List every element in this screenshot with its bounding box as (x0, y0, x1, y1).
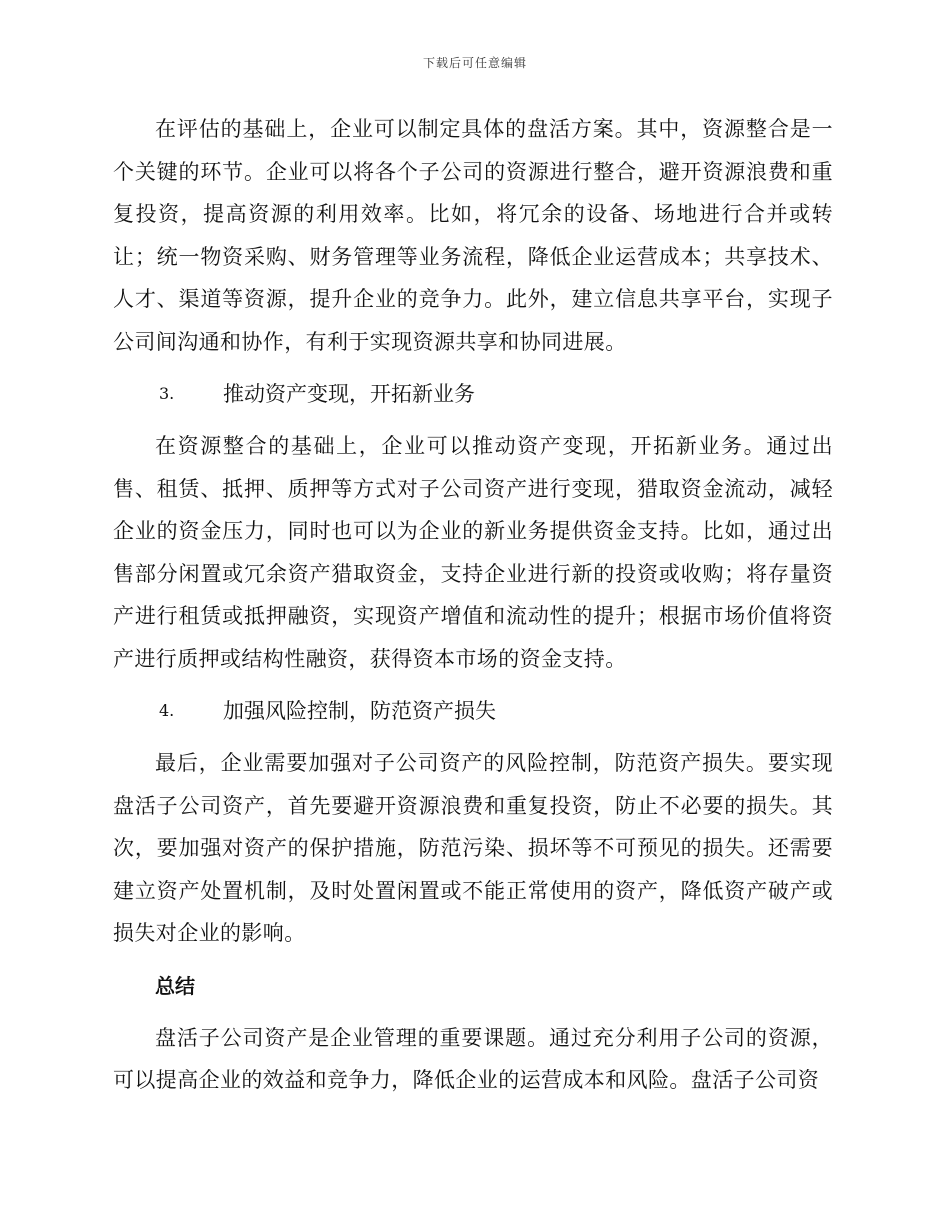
summary-heading: 总结 (155, 973, 195, 998)
paragraph-resource-integration: 在评估的基础上，企业可以制定具体的盘活方案。其中，资源整合是一个关键的环节。企业可以将各个子公司的资源进行整合，避开资源浪费和重复投资，提高资源的利用效率。比如，将冗余的设备、场地进行合并或转让；统一物资采购、财务管理等业务流程，降低企业运营成本；共享技术、人才、渠道等资源，提升企业的竞争力。此外，建立信息共享平台，实现子公司间沟通和协作，有利于实现资源共享和协同进展。 (113, 117, 833, 354)
paragraph-summary: 盘活子公司资产是企业管理的重要课题。通过充分利用子公司的资源，可以提高企业的效益和竞争力，降低企业的运营成本和风险。盘活子公司资 (113, 1025, 833, 1092)
section-heading-3 (113, 373, 833, 415)
section-title: 推动资产变现，开拓新业务 (223, 382, 475, 406)
section-number: 4. (159, 701, 175, 720)
section-heading-4 (113, 690, 833, 732)
section-title: 加强风险控制，防范资产损失 (223, 699, 496, 723)
paragraph-asset-realization: 在资源整合的基础上，企业可以推动资产变现，开拓新业务。通过出售、租赁、抵押、质押等方式对子公司资产进行变现，猎取资金流动，减轻企业的资金压力，同时也可以为企业的新业务提供资金支持。比如，通过出售部分闲置或冗余资产猎取资金，支持企业进行新的投资或收购；将存量资产进行租赁或抵押融资，实现资产增值和流动性的提升；根据市场价值将资产进行质押或结构性融资，获得资本市场的资金支持。 (113, 434, 833, 671)
document-body (113, 108, 833, 1112)
page-header-note: 下载后可任意编辑 (422, 56, 527, 70)
section-number: 3. (159, 384, 175, 403)
paragraph-risk-control: 最后，企业需要加强对子公司资产的风险控制，防范资产损失。要实现盘活子公司资产，首先要避开资源浪费和重复投资，防止不必要的损失。其次，要加强对资产的保护措施，防范污染、损坏等不可预见的损失。还需要建立资产处置机制，及时处置闲置或不能正常使用的资产，降低资产破产或损失对企业的影响。 (113, 751, 833, 945)
